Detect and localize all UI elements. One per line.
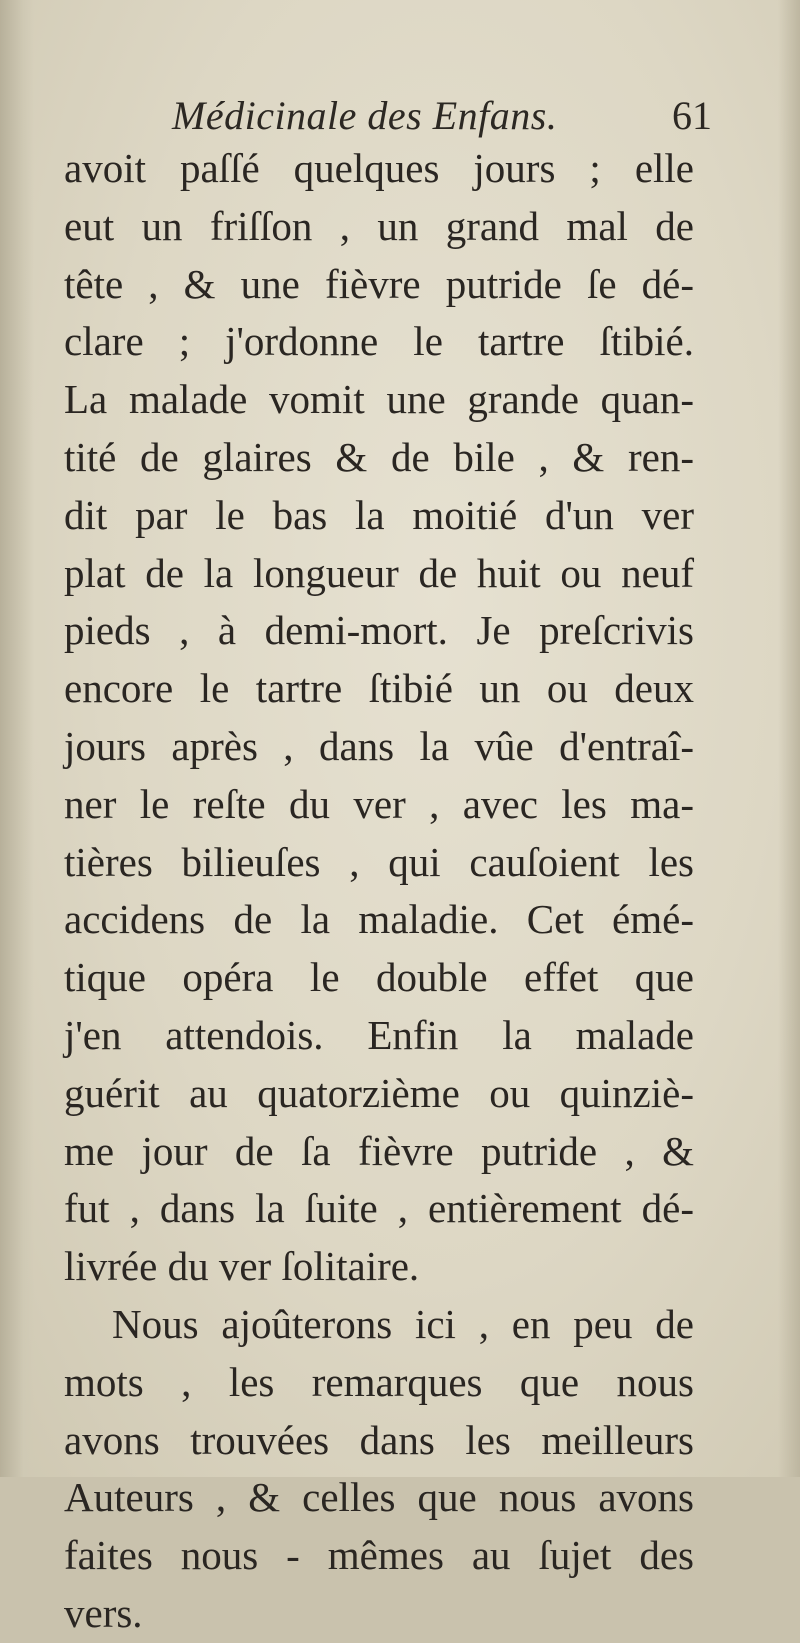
text-line-16: j'en attendois. Enfin la malade <box>64 1011 694 1058</box>
page-right-edge-shadow <box>778 0 800 1477</box>
text-line-6: tité de glaires & de bile , & ren- <box>64 433 694 480</box>
text-line-7: dit par le bas la moitié d'un ver <box>64 491 694 538</box>
text-line-22: mots , les remarques que nous <box>64 1358 694 1405</box>
text-line-13: tières bilieuſes , qui cauſoient les <box>64 838 694 885</box>
text-line-20: livrée du ver ſolitaire. <box>64 1243 420 1290</box>
text-line-17: guérit au quatorzième ou quinziè- <box>64 1069 694 1116</box>
text-line-21: Nous ajoûterons ici , en peu de <box>112 1300 694 1347</box>
running-title: Médicinale des Enfans. <box>172 93 558 138</box>
text-line-24: Auteurs , & celles que nous avons <box>64 1474 694 1521</box>
page-left-edge-shadow <box>0 0 34 1477</box>
text-line-12: ner le reſte du ver , avec les ma- <box>64 780 694 827</box>
text-line-1: avoit paſſé quelques jours ; elle <box>64 145 694 191</box>
page-number: 61 <box>672 93 712 138</box>
text-line-14: accidens de la maladie. Cet émé- <box>64 896 694 943</box>
text-line-26: vers. <box>64 1589 143 1636</box>
text-line-25: faites nous - mêmes au ſujet des <box>64 1532 694 1579</box>
text-line-19: fut , dans la ſuite , entièrement dé- <box>64 1185 694 1232</box>
text-line-2: eut un friſſon , un grand mal de <box>64 202 694 249</box>
text-line-5: La malade vomit une grande quan- <box>64 376 694 423</box>
text-line-8: plat de la longueur de huit ou neuf <box>64 549 694 596</box>
text-line-4: clare ; j'ordonne le tartre ſtibié. <box>64 318 694 365</box>
text-line-18: me jour de ſa fièvre putride , & <box>64 1127 694 1174</box>
text-line-9: pieds , à demi-mort. Je preſcrivis <box>64 607 694 654</box>
text-line-15: tique opéra le double effet que <box>64 954 694 1001</box>
text-line-11: jours après , dans la vûe d'entraî- <box>64 722 694 769</box>
body-text <box>64 140 694 1643</box>
text-line-23: avons trouvées dans les meilleurs <box>64 1416 694 1463</box>
running-head <box>172 92 712 140</box>
text-line-3: tête , & une fièvre putride ſe dé- <box>64 260 694 307</box>
text-line-10: encore le tartre ſtibié un ou deux <box>64 665 694 712</box>
